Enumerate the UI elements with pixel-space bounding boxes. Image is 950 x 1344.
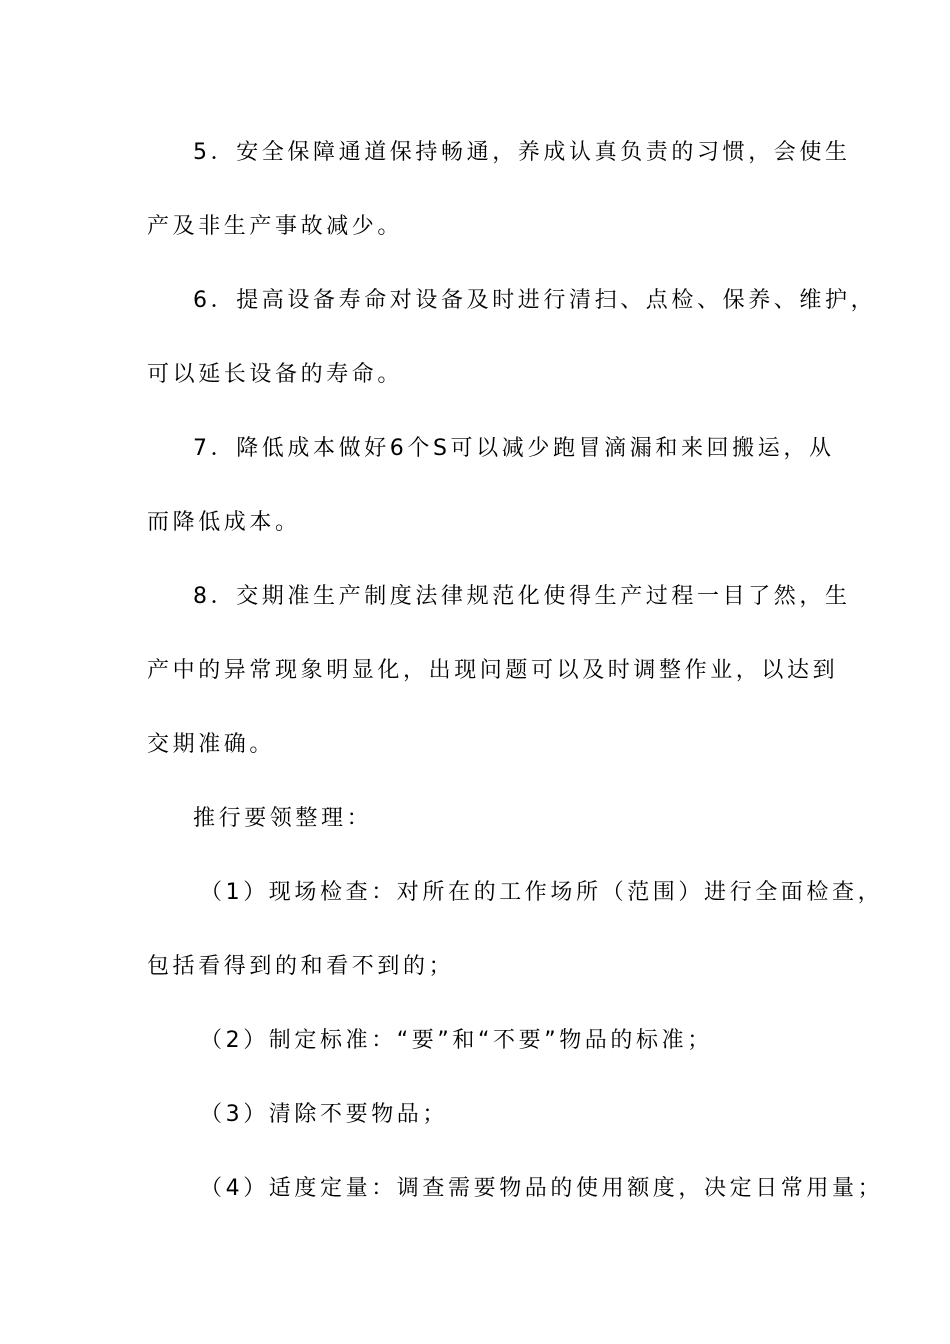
step-2: （2）制定标准：“要”和“不要”物品的标准； <box>200 1028 713 1053</box>
item-5-line-2: 产及非生产事故减少。 <box>147 214 404 239</box>
item-8-line-1: 8．交期准生产制度法律规范化使得生产过程一目了然，生 <box>193 584 851 609</box>
item-7-line-2: 而降低成本。 <box>147 510 301 535</box>
item-8-line-3: 交期准确。 <box>147 732 276 757</box>
item-7-line-1: 7．降低成本做好6个S可以减少跑冒滴漏和来回搬运，从 <box>193 436 835 461</box>
item-6-line-1: 6．提高设备寿命对设备及时进行清扫、点检、保养、维护， <box>193 288 877 313</box>
item-6-line-2: 可以延长设备的寿命。 <box>147 362 404 387</box>
step-1-line-1: （1）现场检查：对所在的工作场所（范围）进行全面检查， <box>200 880 884 905</box>
step-3: （3）清除不要物品； <box>200 1102 448 1127</box>
step-4: （4）适度定量：调查需要物品的使用额度，决定日常用量； <box>200 1176 884 1201</box>
item-5-line-1: 5．安全保障通道保持畅通，养成认真负责的习惯，会使生 <box>193 140 851 165</box>
step-1-line-2: 包括看得到的和看不到的； <box>147 954 455 979</box>
item-8-line-2: 产中的异常现象明显化，出现问题可以及时调整作业，以达到 <box>147 658 839 683</box>
section-heading: 推行要领整理： <box>193 806 373 831</box>
